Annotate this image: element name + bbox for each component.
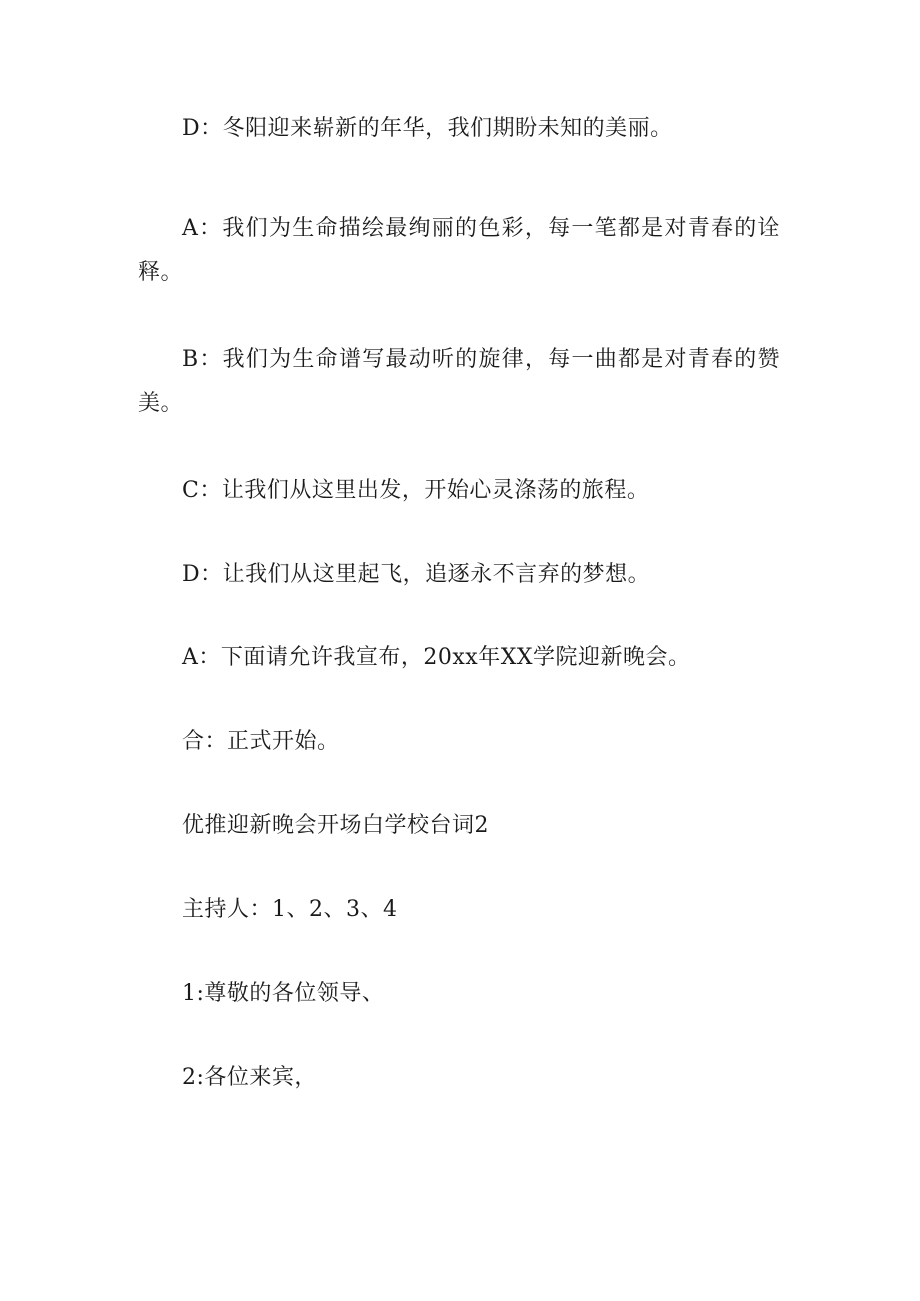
paragraph-line-2: 2:各位来宾， bbox=[182, 1065, 317, 1090]
paragraph-together-start: 合：正式开始。 bbox=[182, 729, 340, 754]
section-heading: 优推迎新晚会开场白学校台词2 bbox=[182, 813, 489, 838]
paragraph-a-colors: A：我们为生命描绘最绚丽的色彩，每一笔都是对青春的诠释。 bbox=[138, 216, 780, 285]
paragraph-hosts: 主持人：1、2、3、4 bbox=[182, 897, 398, 922]
paragraph-b-melody: B：我们为生命谱写最动听的旋律，每一曲都是对青春的赞美。 bbox=[138, 347, 780, 416]
paragraph-c-journey: C：让我们从这里出发，开始心灵涤荡的旅程。 bbox=[182, 478, 650, 503]
paragraph-line-1: 1:尊敬的各位领导、 bbox=[182, 981, 385, 1006]
paragraph-a-announce: A：下面请允许我宣布，20xx年XX学院迎新晚会。 bbox=[182, 645, 691, 670]
paragraph-d-opening: D：冬阳迎来崭新的年华，我们期盼未知的美丽。 bbox=[182, 116, 673, 141]
paragraph-d-dream: D：让我们从这里起飞，追逐永不言弃的梦想。 bbox=[182, 562, 651, 587]
